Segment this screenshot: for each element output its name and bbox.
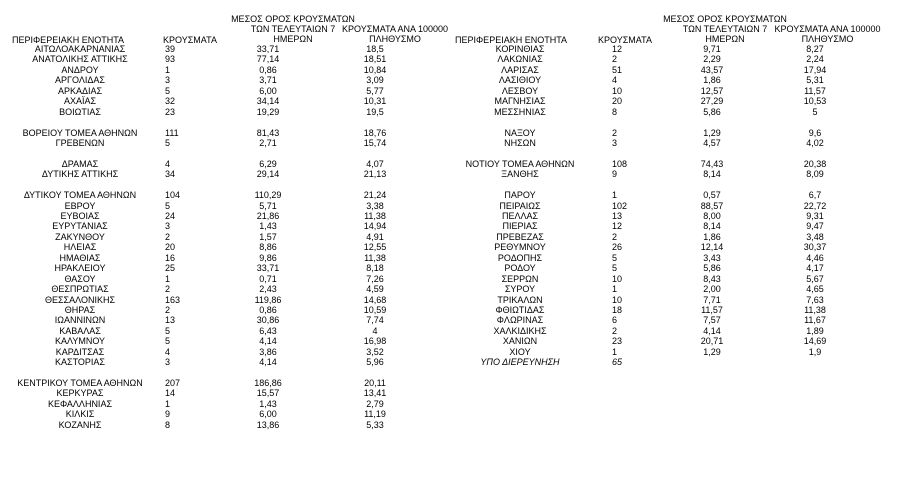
right-header-region: ΠΕΡΙΦΕΡΕΙΑΚΗ ΕΝΟΤΗΤΑ — [455, 35, 568, 45]
avg-cell: 12,57 — [700, 85, 724, 96]
cases-cell: 102 — [612, 200, 628, 211]
cases-cell: 6 — [612, 315, 618, 326]
left-header-per-line1: ΚΡΟΥΣΜΑΤΑ ΑΝΑ 100000 — [342, 24, 448, 34]
per-100k-cell: 10,31 — [363, 96, 387, 107]
region-name: ΕΥΒΟΙΑΣ — [60, 211, 100, 221]
region-name: ΕΒΡΟΥ — [64, 200, 96, 211]
cases-cell: 3 — [165, 221, 171, 232]
avg-cell: 7,71 — [703, 294, 721, 305]
left-header-avg-line2: ΤΩΝ ΤΕΛΕΥΤΑΙΩΝ 7 — [250, 24, 336, 34]
avg-cell: 119,86 — [254, 294, 282, 305]
per-100k-cell: 4,17 — [806, 263, 824, 274]
avg-cell: 0,86 — [259, 64, 277, 75]
avg-cell: 43,57 — [700, 64, 724, 75]
avg-cell: 81,43 — [256, 127, 280, 138]
right-header-per-line1: ΚΡΟΥΣΜΑΤΑ ΑΝΑ 100000 — [774, 24, 881, 34]
avg-cell: 1,29 — [703, 127, 721, 138]
avg-cell: 0,86 — [259, 304, 277, 315]
cases-cell: 5 — [165, 85, 171, 96]
avg-cell: 3,43 — [703, 252, 721, 263]
avg-cell: 1,86 — [703, 231, 721, 242]
right-header-per-line2: ΠΛΗΘΥΣΜΟ — [801, 34, 854, 44]
per-100k-cell: 5 — [812, 106, 818, 117]
per-100k-cell: 11,38 — [364, 252, 386, 263]
avg-cell: 2,43 — [259, 284, 277, 295]
region-name: ΣΕΡΡΩΝ — [501, 273, 539, 284]
per-100k-cell: 18,5 — [366, 44, 384, 54]
row-spacer — [0, 117, 900, 127]
region-name: ΡΕΘΥΜΝΟΥ — [494, 242, 546, 253]
cases-cell: 4 — [165, 346, 171, 357]
cases-cell: 2 — [165, 231, 171, 242]
per-100k-cell: 30,37 — [803, 242, 827, 253]
left-header-avg-line1: ΜΕΣΟΣ ΟΡΟΣ ΚΡΟΥΣΜΑΤΩΝ — [231, 14, 355, 24]
avg-cell: 0,71 — [259, 273, 277, 284]
avg-cell: 3,71 — [259, 75, 277, 86]
table-row — [0, 159, 900, 169]
per-100k-cell: 5,31 — [806, 75, 824, 86]
cases-cell: 5 — [612, 263, 618, 274]
table-row — [0, 295, 900, 305]
per-100k-cell: 4 — [372, 325, 378, 336]
per-100k-cell: 8,09 — [806, 169, 824, 180]
table-row — [0, 190, 900, 200]
table-row — [0, 107, 900, 117]
region-name: ΗΛΕΙΑΣ — [63, 242, 97, 253]
avg-cell: 7,57 — [703, 315, 721, 326]
avg-cell: 1,43 — [259, 221, 277, 232]
region-name: ΗΡΑΚΛΕΙΟΥ — [54, 263, 106, 274]
region-name: ΘΗΡΑΣ — [64, 304, 96, 315]
table-row — [0, 54, 900, 64]
avg-cell: 110,29 — [254, 190, 282, 201]
per-100k-cell: 21,13 — [363, 169, 387, 180]
cases-cell: 32 — [165, 96, 176, 107]
cases-cell: 26 — [612, 242, 623, 253]
per-100k-cell: 11,67 — [804, 315, 826, 326]
left-header-avg-line3: ΗΜΕΡΩΝ — [273, 34, 313, 44]
region-name: ΚΕΡΚΥΡΑΣ — [56, 388, 104, 399]
per-100k-cell: 7,63 — [806, 294, 824, 305]
region-name: ΧΙΟΥ — [509, 346, 531, 357]
table-row — [0, 75, 900, 85]
avg-cell: 5,71 — [259, 200, 277, 211]
region-name: ΠΕΛΛΑΣ — [501, 211, 539, 221]
table-row — [0, 399, 440, 409]
avg-cell: 4,14 — [703, 325, 721, 336]
avg-cell: 6,00 — [259, 409, 277, 420]
cases-cell: 18 — [612, 304, 623, 315]
cases-cell: 8 — [612, 106, 618, 117]
region-name: ΠΙΕΡΙΑΣ — [502, 221, 538, 232]
avg-cell: 9,71 — [703, 44, 721, 54]
left-header-avg — [228, 14, 358, 44]
region-name: ΝΑΞΟΥ — [504, 127, 536, 138]
region-name: ΔΡΑΜΑΣ — [61, 158, 99, 169]
cases-cell: 3 — [165, 357, 171, 368]
region-name: ΘΕΣΣΑΛΟΝΙΚΗΣ — [44, 294, 116, 305]
region-name: ΒΟΙΩΤΙΑΣ — [59, 106, 101, 117]
region-name: ΒΟΡΕΙΟΥ ΤΟΜΕΑ ΑΘΗΝΩΝ — [22, 127, 138, 138]
avg-cell: 11,57 — [701, 304, 723, 315]
cases-cell: 24 — [165, 211, 176, 221]
region-name: ΧΑΛΚΙΔΙΚΗΣ — [493, 325, 547, 336]
region-name: ΚΕΝΤΡΙΚΟΥ ΤΟΜΕΑ ΑΘΗΝΩΝ — [17, 378, 143, 388]
avg-cell: 29,14 — [256, 169, 280, 180]
per-100k-cell: 5,67 — [806, 273, 824, 284]
row-spacer — [0, 180, 900, 190]
avg-cell: 34,14 — [256, 96, 280, 107]
per-100k-cell: 4,02 — [806, 137, 824, 148]
left-header-region: ΠΕΡΙΦΕΡΕΙΑΚΗ ΕΝΟΤΗΤΑ — [12, 35, 125, 45]
avg-cell: 9,86 — [259, 252, 277, 263]
cases-cell: 1 — [165, 273, 171, 284]
region-name: ΑΡΚΑΔΙΑΣ — [57, 85, 103, 96]
per-100k-cell: 18,76 — [363, 127, 387, 138]
cases-cell: 5 — [165, 200, 171, 211]
avg-cell: 2,71 — [259, 137, 277, 148]
avg-cell: 4,57 — [703, 137, 721, 148]
cases-cell: 16 — [165, 252, 176, 263]
per-100k-cell: 20,38 — [803, 158, 827, 169]
table-row — [0, 409, 440, 419]
table-row — [0, 232, 900, 242]
cases-cell: 108 — [612, 158, 628, 169]
avg-cell: 0,57 — [703, 190, 721, 201]
per-100k-cell: 10,59 — [363, 304, 387, 315]
left-header-cases: ΚΡΟΥΣΜΑΤΑ — [163, 35, 217, 45]
cases-cell: 23 — [165, 106, 176, 117]
avg-cell: 1,43 — [259, 398, 277, 409]
table-row — [0, 221, 900, 231]
per-100k-cell: 4,65 — [806, 284, 824, 295]
cases-cell: 3 — [612, 137, 618, 148]
avg-cell: 2,29 — [703, 54, 721, 65]
cases-cell: 25 — [165, 263, 176, 274]
region-name: ΙΩΑΝΝΙΝΩΝ — [54, 315, 106, 326]
table-row — [0, 357, 900, 367]
cases-cell: 2 — [165, 284, 171, 295]
table-row — [0, 336, 900, 346]
region-name: ΡΟΔΟΠΗΣ — [497, 252, 543, 263]
region-name: ΦΛΩΡΙΝΑΣ — [496, 315, 544, 326]
per-100k-cell: 15,74 — [363, 137, 387, 148]
avg-cell: 2,00 — [703, 284, 721, 295]
cases-cell: 5 — [612, 252, 618, 263]
region-name: ΑΝΔΡΟΥ — [61, 64, 99, 75]
cases-cell: 2 — [612, 54, 618, 65]
cases-cell: 13 — [612, 211, 623, 221]
per-100k-cell: 19,5 — [366, 106, 384, 117]
region-name: ΛΑΣΙΘΙΟΥ — [498, 75, 542, 86]
avg-cell: 8,86 — [259, 242, 277, 253]
per-100k-cell: 10,84 — [363, 64, 387, 75]
per-100k-cell: 20,11 — [364, 378, 386, 388]
cases-cell: 5 — [165, 336, 171, 347]
region-name: ΚΑΒΑΛΑΣ — [59, 325, 101, 336]
per-100k-cell: 5,77 — [366, 85, 384, 96]
region-name: ΚΕΦΑΛΛΗΝΙΑΣ — [47, 398, 113, 409]
region-name: ΝΟΤΙΟΥ ΤΟΜΕΑ ΑΘΗΝΩΝ — [465, 158, 575, 169]
cases-cell: 1 — [612, 190, 618, 201]
per-100k-cell: 3,48 — [806, 231, 824, 242]
per-100k-cell: 14,69 — [803, 336, 827, 347]
region-name: ΤΡΙΚΑΛΩΝ — [497, 294, 543, 305]
per-100k-cell: 8,18 — [366, 263, 384, 274]
per-100k-cell: 21,24 — [363, 190, 387, 201]
right-header-avg-line3: ΗΜΕΡΩΝ — [705, 34, 745, 44]
region-name: ΚΙΛΚΙΣ — [65, 409, 95, 420]
avg-cell: 6,29 — [259, 158, 277, 169]
per-100k-cell: 3,38 — [366, 200, 384, 211]
region-name: ΠΑΡΟΥ — [504, 190, 536, 201]
avg-cell: 8,00 — [703, 211, 721, 221]
cases-cell: 1 — [165, 398, 171, 409]
region-name: ΛΑΡΙΣΑΣ — [501, 64, 539, 75]
row-spacer — [0, 148, 900, 158]
per-100k-cell: 4,59 — [366, 284, 384, 295]
cases-cell: 13 — [165, 315, 176, 326]
region-name: ΡΟΔΟΥ — [504, 263, 536, 274]
per-100k-cell: 14,68 — [363, 294, 387, 305]
avg-cell: 4,14 — [259, 357, 277, 368]
per-100k-cell: 5,33 — [366, 419, 384, 430]
table-row — [0, 347, 900, 357]
cases-cell: 4 — [612, 75, 618, 86]
region-name: ΚΑΛΥΜΝΟΥ — [54, 336, 106, 347]
cases-cell: 2 — [165, 304, 171, 315]
table-row — [0, 65, 900, 75]
per-100k-cell: 17,94 — [803, 64, 827, 75]
per-100k-cell: 3,09 — [366, 75, 384, 86]
cases-cell: 93 — [165, 54, 176, 65]
per-100k-cell: 11,57 — [804, 85, 826, 96]
cases-cell: 20 — [612, 96, 623, 107]
avg-cell: 6,43 — [259, 325, 277, 336]
cases-cell: 39 — [165, 44, 176, 54]
per-100k-cell: 13,41 — [363, 388, 387, 399]
right-table — [0, 44, 900, 368]
per-100k-cell: 16,98 — [363, 336, 387, 347]
region-name: ΔΥΤΙΚΟΥ ΤΟΜΕΑ ΑΘΗΝΩΝ — [23, 190, 137, 201]
avg-cell: 8,43 — [703, 273, 721, 284]
cases-cell: 9 — [165, 409, 171, 420]
cases-cell: 4 — [165, 158, 171, 169]
table-row — [0, 128, 900, 138]
cases-cell: 10 — [612, 294, 623, 305]
per-100k-cell: 4,46 — [806, 252, 824, 263]
cases-cell: 8 — [165, 419, 171, 430]
region-name: ΑΡΓΟΛΙΔΑΣ — [55, 75, 105, 86]
avg-cell: 19,29 — [256, 106, 280, 117]
cases-cell: 10 — [612, 273, 623, 284]
per-100k-cell: 12,55 — [363, 242, 387, 253]
cases-cell: 5 — [165, 325, 171, 336]
per-100k-cell: 7,74 — [366, 315, 384, 326]
table-row — [0, 44, 900, 54]
region-name: ΣΥΡΟΥ — [504, 284, 536, 295]
avg-cell: 8,14 — [703, 169, 721, 180]
avg-cell: 186,86 — [254, 378, 282, 388]
region-name: ΦΘΙΩΤΙΔΑΣ — [495, 304, 545, 315]
cases-cell: 5 — [165, 137, 171, 148]
avg-cell: 27,29 — [700, 96, 724, 107]
cases-cell: 12 — [612, 44, 623, 54]
per-100k-cell: 8,27 — [806, 44, 824, 54]
cases-cell: 163 — [165, 294, 181, 305]
avg-cell: 8,14 — [703, 221, 721, 232]
region-name: ΖΑΚΥΝΘΟΥ — [55, 231, 105, 242]
avg-cell: 5,86 — [703, 263, 721, 274]
avg-cell: 1,86 — [703, 75, 721, 86]
per-100k-cell: 1,89 — [806, 325, 824, 336]
per-100k-cell: 11,38 — [804, 304, 826, 315]
avg-cell: 74,43 — [700, 158, 724, 169]
region-name: ΠΡΕΒΕΖΑΣ — [496, 231, 544, 242]
avg-cell: 13,86 — [256, 419, 280, 430]
row-spacer — [0, 368, 440, 378]
table-row — [0, 138, 900, 148]
per-100k-cell: 9,47 — [806, 221, 824, 232]
per-100k-cell: 14,94 — [363, 221, 387, 232]
right-header-per — [770, 24, 885, 44]
per-100k-cell: 1,9 — [808, 346, 822, 357]
region-name: ΥΠΟ ΔΙΕΡΕΥΝΗΣΗ — [480, 357, 560, 368]
avg-cell: 12,14 — [700, 242, 724, 253]
cases-cell: 207 — [165, 378, 181, 388]
region-name: ΝΗΣΩΝ — [504, 137, 536, 148]
region-name: ΚΟΖΑΝΗΣ — [58, 419, 102, 430]
region-name: ΔΥΤΙΚΗΣ ΑΤΤΙΚΗΣ — [41, 169, 119, 180]
avg-cell: 1,29 — [703, 346, 721, 357]
cases-cell: 20 — [165, 242, 176, 253]
right-header-avg-line1: ΜΕΣΟΣ ΟΡΟΣ ΚΡΟΥΣΜΑΤΩΝ — [663, 14, 787, 24]
cases-cell: 14 — [165, 388, 176, 399]
table-row — [0, 96, 900, 106]
table-row — [0, 388, 440, 398]
table-row — [0, 242, 900, 252]
cases-cell: 65 — [612, 357, 623, 368]
avg-cell: 6,00 — [259, 85, 277, 96]
per-100k-cell: 10,53 — [803, 96, 827, 107]
per-100k-cell: 5,96 — [366, 357, 384, 368]
region-name: ΛΕΣΒΟΥ — [501, 85, 539, 96]
table-row — [0, 211, 900, 221]
avg-cell: 21,86 — [256, 211, 280, 221]
avg-cell: 20,71 — [700, 336, 724, 347]
region-name: ΚΑΡΔΙΤΣΑΣ — [55, 346, 105, 357]
avg-cell: 88,57 — [700, 200, 724, 211]
cases-cell: 1 — [612, 284, 618, 295]
table-row — [0, 305, 900, 315]
per-100k-cell: 4,91 — [366, 231, 384, 242]
right-header-avg-line2: ΤΩΝ ΤΕΛΕΥΤΑΙΩΝ 7 — [682, 24, 768, 34]
table-row — [0, 378, 440, 388]
per-100k-cell: 7,26 — [366, 273, 384, 284]
per-100k-cell: 9,6 — [808, 127, 822, 138]
region-name: ΕΥΡΥΤΑΝΙΑΣ — [52, 221, 108, 232]
cases-cell: 10 — [612, 85, 623, 96]
per-100k-cell: 11,19 — [364, 409, 386, 420]
per-100k-cell: 3,52 — [366, 346, 384, 357]
cases-cell: 12 — [612, 221, 623, 232]
left-header-per — [340, 24, 450, 44]
table-row — [0, 86, 900, 96]
region-name: ΓΡΕΒΕΝΩΝ — [55, 137, 105, 148]
avg-cell: 33,71 — [256, 263, 280, 274]
avg-cell: 4,14 — [259, 336, 277, 347]
table-row — [0, 263, 900, 273]
region-name: ΑΙΤΩΛΟΑΚΑΡΝΑΝΙΑΣ — [34, 44, 126, 54]
cases-cell: 23 — [612, 336, 623, 347]
cases-cell: 51 — [612, 64, 623, 75]
cases-cell: 2 — [612, 127, 618, 138]
avg-cell: 3,86 — [259, 346, 277, 357]
avg-cell: 30,86 — [256, 315, 280, 326]
per-100k-cell: 2,24 — [806, 54, 824, 65]
table-row — [0, 253, 900, 263]
per-100k-cell: 6,7 — [808, 190, 822, 201]
table-row — [0, 284, 900, 294]
per-100k-cell: 9,31 — [806, 211, 824, 221]
table-row — [0, 169, 900, 179]
per-100k-cell: 4,07 — [366, 158, 384, 169]
per-100k-cell: 2,79 — [366, 398, 384, 409]
region-name: ΗΜΑΘΙΑΣ — [59, 252, 101, 263]
table-row — [0, 315, 900, 325]
region-name: ΧΑΝΙΩΝ — [502, 336, 538, 347]
cases-cell: 3 — [165, 75, 171, 86]
table-row — [0, 201, 900, 211]
left-header-per-line2: ΠΛΗΘΥΣΜΟ — [369, 34, 421, 44]
region-name: ΚΟΡΙΝΘΙΑΣ — [495, 44, 545, 54]
region-name: ΑΝΑΤΟΛΙΚΗΣ ΑΤΤΙΚΗΣ — [32, 54, 128, 65]
avg-cell: 77,14 — [256, 54, 280, 65]
avg-cell: 33,71 — [256, 44, 280, 54]
region-name: ΘΑΣΟΥ — [64, 273, 96, 284]
region-name: ΛΑΚΩΝΙΑΣ — [497, 54, 543, 65]
cases-cell: 1 — [612, 346, 618, 357]
per-100k-cell: 22,72 — [803, 200, 827, 211]
region-name: ΚΑΣΤΟΡΙΑΣ — [55, 357, 105, 368]
table-row — [0, 274, 900, 284]
avg-cell: 1,57 — [259, 231, 277, 242]
table-row — [0, 326, 900, 336]
cases-cell: 104 — [165, 190, 181, 201]
cases-cell: 9 — [612, 169, 618, 180]
table-row — [0, 420, 440, 430]
region-name: ΜΕΣΣΗΝΙΑΣ — [494, 106, 546, 117]
cases-cell: 111 — [165, 127, 179, 138]
avg-cell: 15,57 — [256, 388, 280, 399]
region-name: ΞΑΝΘΗΣ — [501, 169, 539, 180]
right-header-cases: ΚΡΟΥΣΜΑΤΑ — [598, 35, 652, 45]
per-100k-cell: 18,51 — [363, 54, 387, 65]
region-name: ΜΑΓΝΗΣΙΑΣ — [494, 96, 546, 107]
cases-cell: 34 — [165, 169, 176, 180]
cases-cell: 2 — [612, 325, 618, 336]
region-name: ΑΧΑΪΑΣ — [63, 96, 97, 107]
per-100k-cell: 11,38 — [364, 211, 386, 221]
avg-cell: 5,86 — [703, 106, 721, 117]
cases-cell: 2 — [612, 231, 618, 242]
region-name: ΘΕΣΠΡΩΤΙΑΣ — [51, 284, 109, 295]
cases-cell: 1 — [165, 64, 171, 75]
region-name: ΠΕΙΡΑΙΩΣ — [499, 200, 541, 211]
